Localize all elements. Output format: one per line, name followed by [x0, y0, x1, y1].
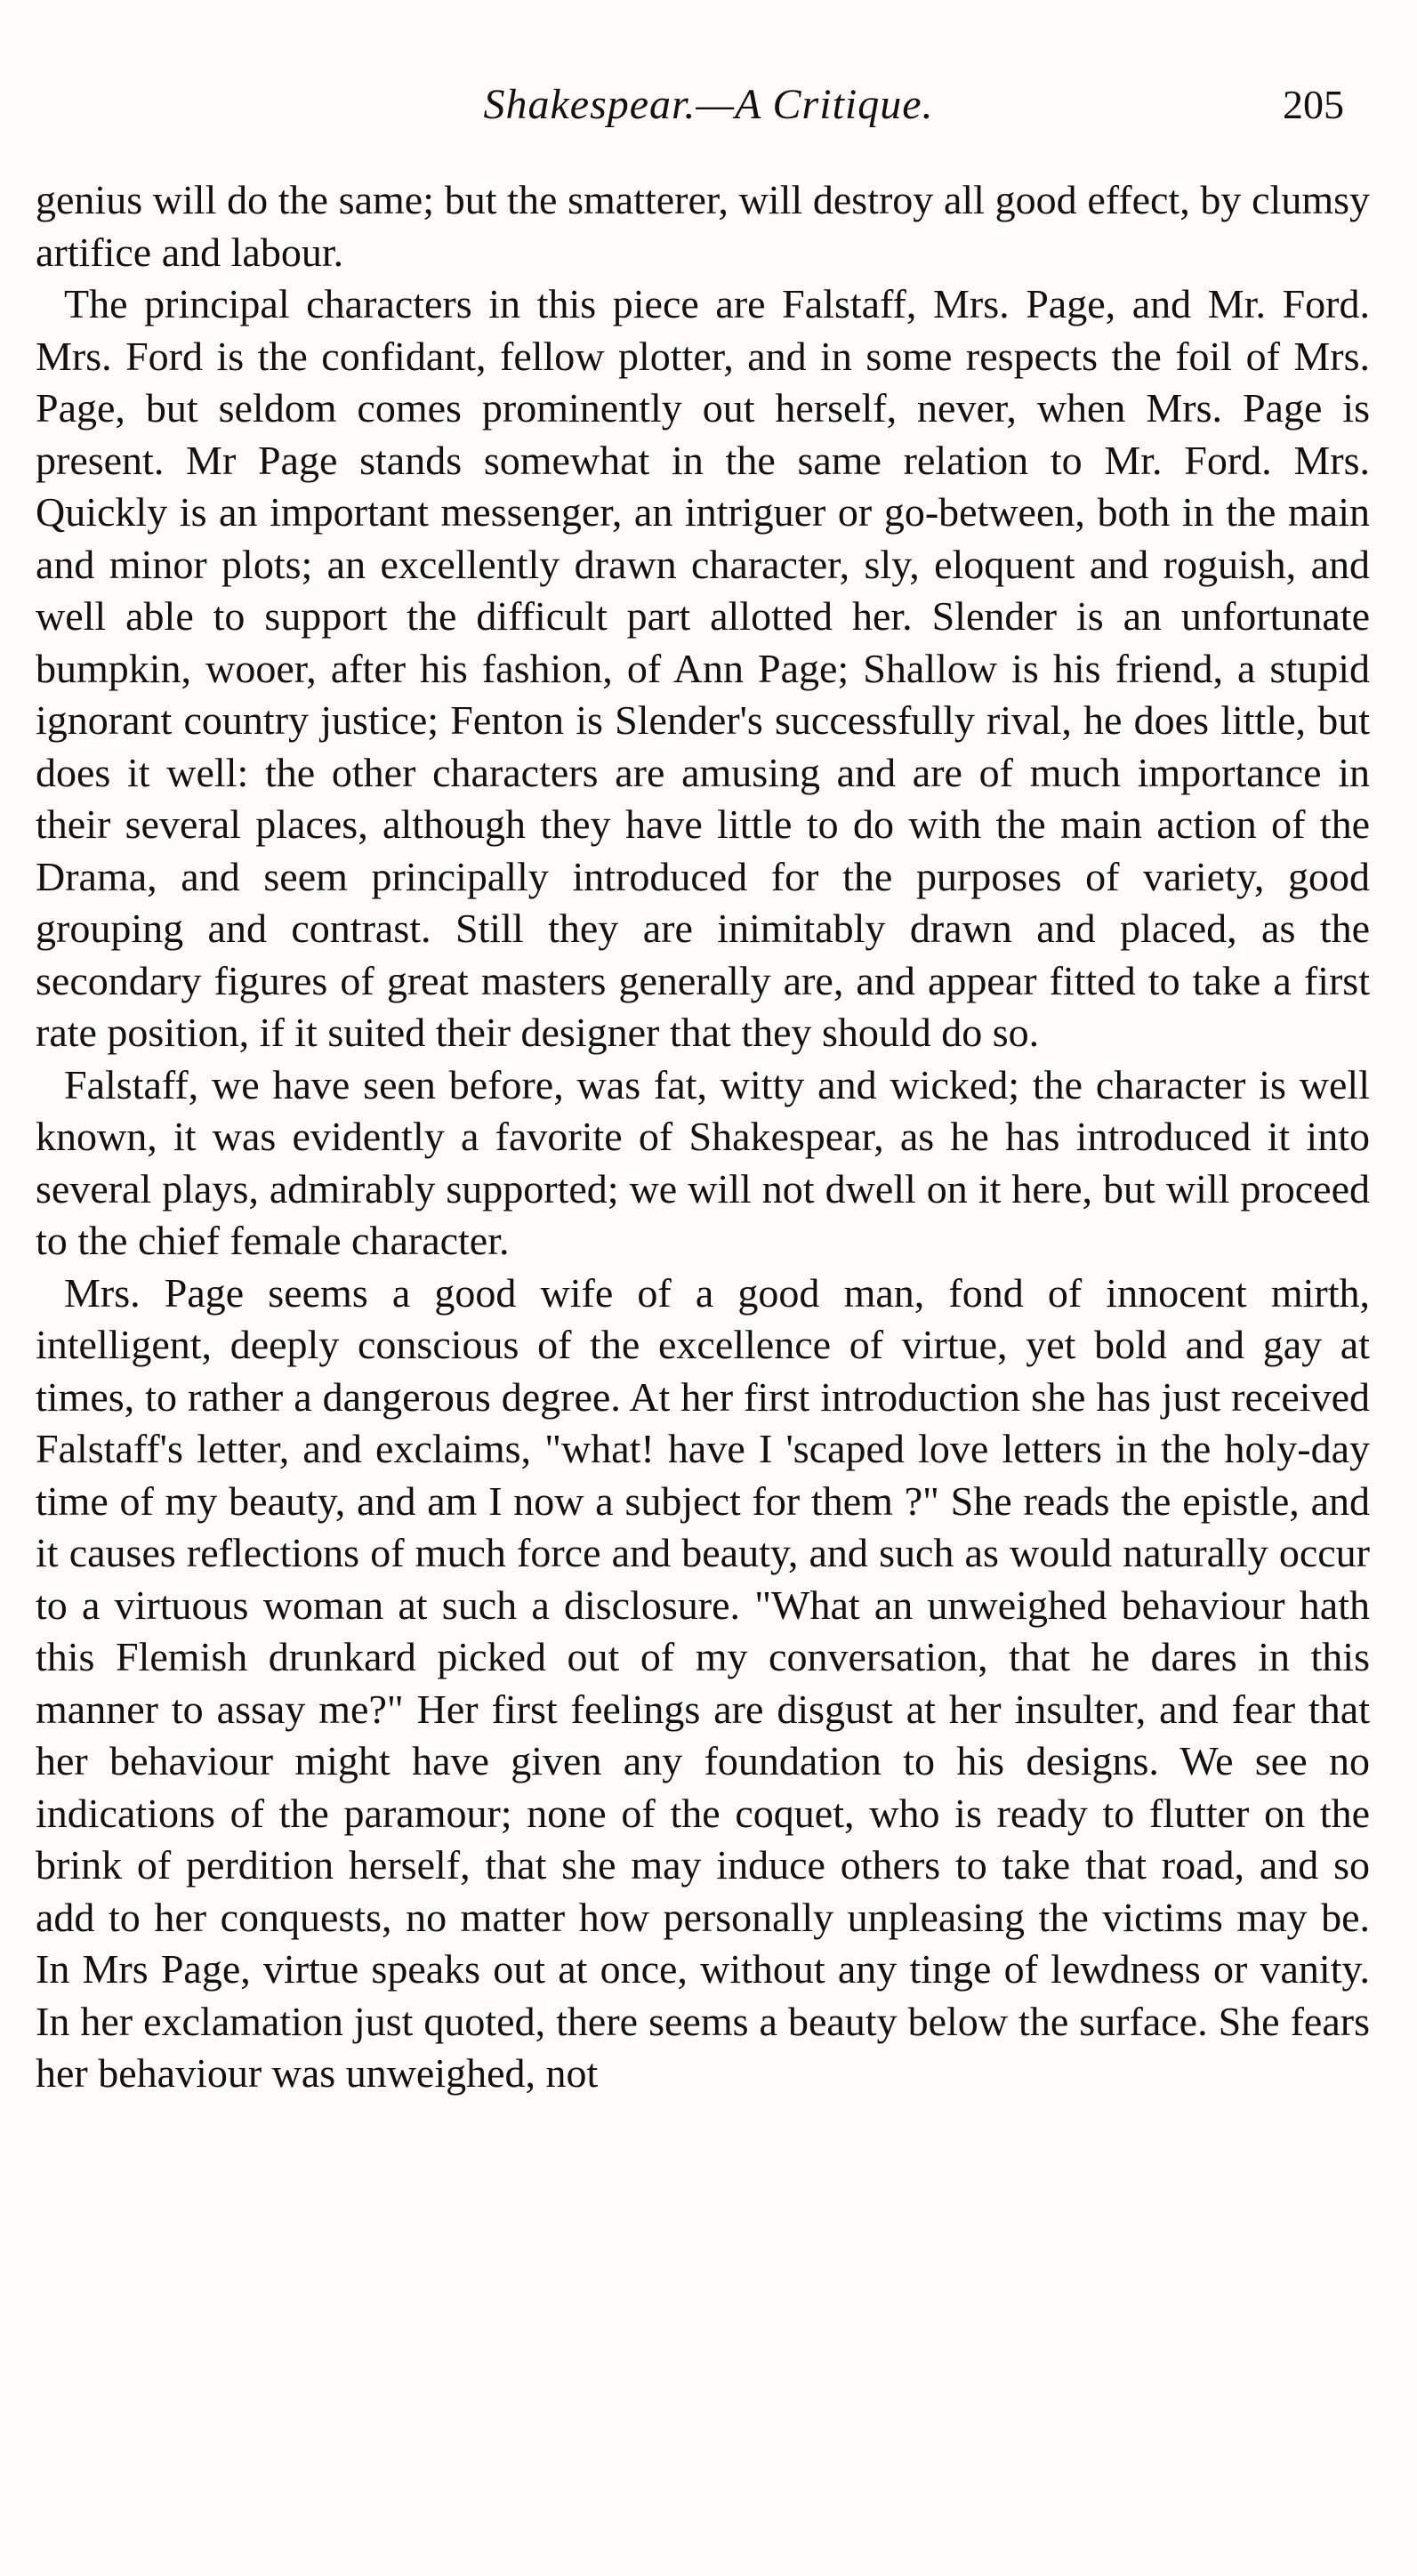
paragraph-principal-characters: The principal characters in this piece are Falstaff, Mrs. Page, and Mr. Ford. Mrs. Ford is the confidant, fellow plotter, and in some respects the foil of Mrs. Page, but seldom comes prominently out herself, never, when Mrs. Page is present. Mr Page stands somewhat in the same relation to Mr. Ford. Mrs. Quickly is an important messenger, an intriguer or go-between, both in the main and minor plots; an excellently drawn character, sly, eloquent and roguish, and well able to support the difficult part allotted her. Slender is an unfortunate bumpkin, wooer, after his fashion, of Ann Page; Shallow is his friend, a stupid ignorant country justice; Fenton is Slender's successfully rival, he does little, but does it well: the other characters are amusing and are of much importance in their several places, although they have little to do with the main action of the Drama, and seem principally introduced for the purposes of variety, good grouping and contrast. Still they are inimitably drawn and placed, as the secondary figures of great masters generally are, and appear fitted to take a first rate position, if it suited their designer that they should do so. [36, 281, 1370, 1055]
paragraph-mrs-page: Mrs. Page seems a good wife of a good man, fond of innocent mirth, intelligent, deeply conscious of the excellence of virtue, yet bold and gay at times, to rather a dangerous degree. At her first introduction she has just received Falstaff's letter, and exclaims, "what! have I 'scaped love letters in the holy-day time of my beauty, and am I now a subject for them ?" She reads the epistle, and it causes reflections of much force and beauty, and such as would naturally occur to a virtuous woman at such a disclosure. "What an unweighed behaviour hath this Flemish drunkard picked out of my conversation, that he dares in this manner to assay me?" Her first feelings are disgust at her insulter, and fear that her behaviour might have given any foundation to his designs. We see no indications of the paramour; none of the coquet, who is ready to flutter on the brink of perdition herself, that she may induce others to take that road, and so add to her conquests, no matter how personally unpleasing the victims may be. In Mrs Page, virtue speaks out at once, without any tinge of lewdness or vanity. In her exclamation just quoted, there seems a beauty below the surface. She fears her behaviour was unweighed, not [36, 1269, 1370, 2096]
body-text [36, 174, 1370, 2100]
page-number: 205 [1283, 82, 1344, 127]
running-title: Shakespear.—A Critique. [483, 81, 934, 128]
paragraph-falstaff: Falstaff, we have seen before, was fat, witty and wicked; the character is well known, it was evidently a favorite of Shakespear, as he has introduced it into several plays, admirably supported; we will not dwell on it here, but will proceed to the chief female character. [36, 1061, 1370, 1263]
paragraph-continued: genius will do the same; but the smatterer, will destroy all good effect, by clumsy artifice and labour. [36, 177, 1370, 275]
running-head [0, 78, 1417, 132]
